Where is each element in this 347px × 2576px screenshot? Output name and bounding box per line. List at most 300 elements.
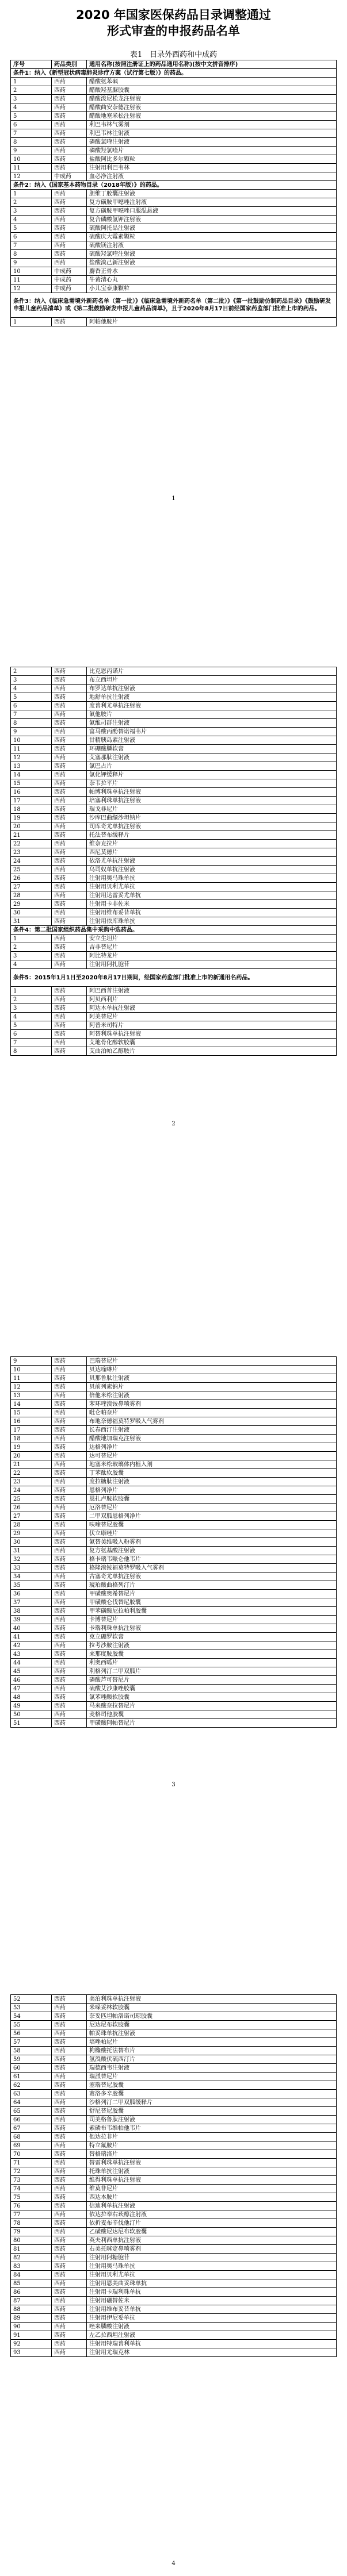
row-type: 西药 [52,900,87,909]
table-header-row [11,60,337,69]
row-type: 西药 [52,198,87,207]
row-type: 西药 [52,250,87,259]
page-number: 3 [171,1782,176,1788]
table-row [11,1460,337,1469]
row-seq: 12 [11,284,52,293]
row-type: 西药 [52,1030,87,1039]
condition-5-rows-c [11,1995,337,2357]
row-type: 西药 [52,2021,87,2029]
row-seq: 2 [11,198,52,207]
condition-3-rows-a [11,318,337,326]
table-row [11,1391,337,1400]
row-drug-name: 注射用贝利尤单抗 [87,2271,337,2279]
row-drug-name: 利格列汀二甲双胍片 [87,1667,337,1676]
table-row [11,1685,337,1693]
row-drug-name: 托珠单抗注射液 [87,2167,337,2176]
row-type: 西药 [52,1719,87,1728]
row-seq: 27 [11,1512,52,1521]
row-drug-name: 硫酸艾沙康唑胶囊 [87,1685,337,1693]
row-type: 西药 [52,2073,87,2081]
row-seq: 44 [11,1659,52,1667]
row-seq: 49 [11,1702,52,1710]
row-type: 西药 [52,2176,87,2185]
row-seq: 58 [11,2047,52,2055]
table-row [11,745,337,753]
row-seq: 5 [11,693,52,702]
row-drug-name: 度普利尤单抗注射液 [87,702,337,710]
table-row [11,172,337,181]
row-type: 西药 [52,86,87,95]
row-drug-name: 磷酸芦可替尼片 [87,1676,337,1685]
row-seq: 4 [11,960,52,969]
row-drug-name: 阿达木单抗注射液 [87,1004,337,1013]
row-drug-name: 醋酸曲安奈德注射液 [87,103,337,112]
row-seq: 80 [11,2236,52,2245]
table-row [11,676,337,685]
row-type: 西药 [52,216,87,224]
row-seq: 35 [11,1581,52,1590]
table-row [11,1030,337,1039]
row-type: 西药 [52,2254,87,2262]
row-seq: 33 [11,1564,52,1572]
row-type: 西药 [52,2245,87,2254]
row-seq: 12 [11,753,52,762]
row-type: 西药 [52,1047,87,1056]
row-type: 西药 [52,866,87,874]
table-row [11,2279,337,2288]
row-drug-name: 卡瑞利珠单抗注射液 [87,1624,337,1633]
row-type: 西药 [52,797,87,805]
row-seq: 6 [11,233,52,241]
row-seq: 2 [11,943,52,952]
table-row [11,233,337,241]
row-drug-name: 左乙拉西坦注射液 [87,2331,337,2340]
row-seq: 11 [11,745,52,753]
row-type: 西药 [52,1555,87,1564]
row-seq: 17 [11,1426,52,1435]
table-row [11,943,337,952]
row-seq: 14 [11,771,52,779]
row-drug-name: 度拉糖肽注射液 [87,1478,337,1486]
row-type: 西药 [52,2348,87,2357]
row-drug-name: 苯环喹溴铵鼻喷雾剂 [87,1400,337,1409]
row-drug-name: 麝香正骨水 [87,267,337,276]
table-row [11,164,337,172]
row-drug-name: 英夫利西单抗注射液 [87,2236,337,2245]
condition-row [11,293,337,318]
table-row [11,1004,337,1013]
row-seq: 34 [11,1572,52,1581]
row-type: 西药 [52,2081,87,2090]
table-row [11,2314,337,2323]
row-type: 西药 [52,831,87,840]
row-seq: 1 [11,78,52,86]
table-row [11,155,337,164]
row-seq: 26 [11,874,52,883]
table-row [11,788,337,797]
table-row [11,2219,337,2228]
table-row [11,95,337,103]
table-row [11,710,337,719]
row-seq: 28 [11,891,52,900]
table-row [11,138,337,147]
row-type: 西药 [52,2116,87,2124]
row-drug-name: 奈韦拉平片 [87,779,337,788]
row-type: 西药 [52,2271,87,2279]
table-row [11,2081,337,2090]
row-seq: 62 [11,2081,52,2090]
row-type: 西药 [52,2262,87,2271]
row-drug-name: 托法替布缓释片 [87,831,337,840]
table-row [11,1607,337,1616]
drug-table-page-2 [10,667,337,1056]
document-title-line-1: 2020 年国家医保药品目录调整通过 [76,8,271,22]
table-row [11,1486,337,1495]
row-seq: 3 [11,952,52,960]
row-drug-name: 注射用达雷妥尤单抗 [87,891,337,900]
row-seq: 27 [11,883,52,891]
row-drug-name: 达可替尼片 [87,1452,337,1460]
row-seq: 4 [11,685,52,693]
row-type: 西药 [52,2064,87,2073]
row-drug-name: 甲磺酸阿帕替尼片 [87,1719,337,1728]
row-drug-name: 伏立康唑片 [87,1529,337,1538]
row-seq: 74 [11,2185,52,2193]
row-type: 西药 [52,995,87,1004]
table-row [11,1504,337,1512]
row-seq: 16 [11,788,52,797]
row-seq: 82 [11,2254,52,2262]
table-row [11,2262,337,2271]
row-drug-name: 长春西汀注射液 [87,1426,337,1435]
row-drug-name: 胆维丁胶囊注射液 [87,190,337,198]
row-seq: 15 [11,779,52,788]
row-type: 西药 [52,2193,87,2202]
row-drug-name: 他达拉非片 [87,2133,337,2141]
row-drug-name: 瑞派替尼片 [87,2073,337,2081]
row-drug-name: 奈妥匹坦帕洛诺司琼胶囊 [87,2012,337,2021]
row-seq: 53 [11,2004,52,2012]
row-type: 西药 [52,874,87,883]
table-row [11,771,337,779]
table-row [11,719,337,728]
table-row [11,1616,337,1624]
row-type: 西药 [52,1400,87,1409]
row-drug-name: 阿巴西普注射液 [87,987,337,995]
row-type: 西药 [52,1624,87,1633]
row-drug-name: 注射用硼替佐米 [87,2297,337,2305]
header-seq: 序号 [11,60,52,69]
table-row [11,1633,337,1641]
row-drug-name: 利奥西呱片 [87,1659,337,1667]
row-type: 西药 [52,224,87,233]
table-row [11,2254,337,2262]
row-drug-name: 来那度胺胶囊 [87,1650,337,1659]
condition-4-rows [11,935,337,969]
row-type: 西药 [52,667,87,676]
row-type: 西药 [52,2055,87,2064]
row-seq: 50 [11,1710,52,1719]
row-drug-name: 克立硼罗软膏 [87,1633,337,1641]
table-row [11,2116,337,2124]
table-row [11,1013,337,1021]
table-row [11,1357,337,1366]
row-type: 西药 [52,2314,87,2323]
row-drug-name: 美泊利珠单抗注射液 [87,1995,337,2004]
table-row [11,1469,337,1478]
table-row [11,1452,337,1460]
row-drug-name: 赛洛多辛胶囊 [87,2090,337,2098]
row-type: 西药 [52,2305,87,2314]
row-seq: 60 [11,2064,52,2073]
table-row [11,1374,337,1383]
row-seq: 24 [11,857,52,866]
row-drug-name: 舒尼替尼胶囊 [87,2107,337,2116]
table-row [11,2271,337,2279]
row-type: 西药 [52,164,87,172]
row-seq: 18 [11,805,52,814]
row-type: 西药 [52,1452,87,1460]
row-type: 中成药 [52,172,87,181]
row-seq: 16 [11,1417,52,1426]
row-seq: 6 [11,121,52,129]
table-row [11,685,337,693]
row-seq: 12 [11,172,52,181]
row-seq: 45 [11,1667,52,1676]
table-row [11,917,337,926]
row-seq: 24 [11,1486,52,1495]
row-seq: 8 [11,138,52,147]
row-drug-name: 吉非替尼片 [87,943,337,952]
row-type: 西药 [52,1538,87,1547]
row-drug-name: 米哚妥林软胶囊 [87,2004,337,2012]
row-seq: 40 [11,1624,52,1633]
row-drug-name: 磷酸氯喹注射液 [87,138,337,147]
table-row [11,779,337,788]
row-drug-name: 注射用利巴韦林 [87,164,337,172]
table-row [11,1366,337,1374]
row-seq: 8 [11,719,52,728]
row-drug-name: 沙库巴曲缬沙坦钠片 [87,814,337,822]
table-row [11,129,337,138]
row-type: 西药 [52,2202,87,2210]
condition-2-rows [11,190,337,293]
row-type: 西药 [52,814,87,822]
row-seq: 51 [11,1719,52,1728]
table-row [11,1676,337,1685]
row-seq: 3 [11,1004,52,1013]
row-seq: 4 [11,103,52,112]
row-drug-name: 阿贝西利片 [87,995,337,1004]
table-row [11,753,337,762]
table-row [11,2167,337,2176]
row-drug-name: 阿帕他胺片 [87,318,337,326]
table-row [11,121,337,129]
row-seq: 86 [11,2288,52,2297]
row-drug-name: 尼达尼布软胶囊 [87,2021,337,2029]
row-type: 西药 [52,1650,87,1659]
table-row [11,2133,337,2141]
row-type: 西药 [52,138,87,147]
row-type: 西药 [52,2124,87,2133]
row-drug-name: 贝达喹啉片 [87,1366,337,1374]
row-seq: 20 [11,822,52,831]
row-drug-name: 西尼莫德片 [87,848,337,857]
row-type: 西药 [52,147,87,155]
table-row [11,1702,337,1710]
table-row [11,1581,337,1590]
condition-3-rows-b [11,667,337,926]
page-number: 4 [171,2560,176,2567]
row-drug-name: 比克恩丙诺片 [87,667,337,676]
table-row [11,702,337,710]
table-row [11,2202,337,2210]
condition-5-text: 条件5：2015年1月1日至2020年8月17日期间，经国家药监部门批准上市的新通用名药品。 [11,969,337,987]
row-seq: 59 [11,2055,52,2064]
row-seq: 7 [11,241,52,250]
row-seq: 25 [11,1495,52,1504]
row-seq: 47 [11,1685,52,1693]
row-seq: 37 [11,1598,52,1607]
table-row [11,2176,337,2185]
row-drug-name: 呋喹替尼胶囊 [87,1521,337,1529]
table-row [11,1478,337,1486]
row-drug-name: 利巴韦林气雾剂 [87,121,337,129]
row-seq: 83 [11,2262,52,2271]
table-row [11,728,337,736]
row-drug-name: 氢溴酸伏硫西汀片 [87,2055,337,2064]
row-drug-name: 磷酸羟氯喹片 [87,147,337,155]
row-drug-name: 依折麦布辛伐他汀片 [87,2219,337,2228]
row-type: 西药 [52,1039,87,1047]
table-row [11,112,337,121]
row-drug-name: 麦格司他胶囊 [87,1710,337,1719]
table-row [11,805,337,814]
row-seq: 22 [11,1469,52,1478]
row-drug-name: 甲苯磺酸尼拉帕利胶囊 [87,1607,337,1616]
row-drug-name: 注射用特瑞普利单抗 [87,2340,337,2348]
row-type: 西药 [52,1357,87,1366]
row-seq: 5 [11,1021,52,1030]
condition-3-text: 条件3：纳入《临床急需境外新药名单（第一批）》《临床急需境外新药名单（第二批）》《第一批鼓励仿制药品目录》《鼓励研发申报儿童药品清单》或《第二批鼓励研发申报儿童药品清单》，且于2020年8月17日前经国家药监部门批准上市的药品。 [11,293,337,318]
row-seq: 4 [11,1013,52,1021]
table-row [11,2141,337,2150]
row-type: 西药 [52,1598,87,1607]
row-type: 西药 [52,987,87,995]
row-type: 西药 [52,2141,87,2150]
row-seq: 81 [11,2245,52,2254]
table-row [11,1641,337,1650]
table-row [11,987,337,995]
row-drug-name: 复方氨基酸注射液 [87,1547,337,1555]
table-row [11,259,337,267]
row-type: 西药 [52,1435,87,1443]
table-row [11,207,337,216]
table-row [11,1719,337,1728]
header-name: 通用名称(按照注册证上的药品通用名称)(按中文拼音排序) [87,60,337,69]
page-number: 1 [171,495,176,502]
row-drug-name: 注射用卡瑞利珠单抗 [87,2288,337,2297]
row-type: 西药 [52,2167,87,2176]
row-drug-name: 血必净注射液 [87,172,337,181]
row-type: 西药 [52,1581,87,1590]
row-type: 西药 [52,78,87,86]
row-seq: 1 [11,318,52,326]
table-row [11,2038,337,2047]
row-drug-name: 醋酸氨苯砜 [87,78,337,86]
row-seq: 54 [11,2012,52,2021]
table-row [11,2098,337,2107]
row-seq: 1 [11,190,52,198]
row-drug-name: 注射用奥马珠单抗 [87,2262,337,2271]
row-drug-name: 硫酸羟氯喹注射液 [87,250,337,259]
table-row [11,1521,337,1529]
row-seq: 23 [11,848,52,857]
row-type: 西药 [52,935,87,943]
row-seq: 29 [11,1529,52,1538]
row-drug-name: 硫酸镁注射液 [87,241,337,250]
row-drug-name: 维莫非尼片 [87,2185,337,2193]
row-type: 西药 [52,1417,87,1426]
row-drug-name: 替雷利珠单抗注射液 [87,2159,337,2167]
row-type: 西药 [52,1572,87,1581]
row-seq: 55 [11,2021,52,2029]
row-seq: 57 [11,2038,52,2047]
row-drug-name: 盐酸阿比多尔颗粒 [87,155,337,164]
row-drug-name: 注射用卡非佐米 [87,900,337,909]
row-drug-name: 注射用恩美曲妥珠单抗 [87,2279,337,2288]
row-type: 西药 [52,805,87,814]
row-type: 西药 [52,190,87,198]
row-seq: 69 [11,2141,52,2150]
row-seq: 9 [11,1357,52,1366]
row-seq: 76 [11,2202,52,2210]
table-row [11,2210,337,2219]
row-type: 西药 [52,1374,87,1383]
table-row [11,2228,337,2236]
row-type: 西药 [52,1529,87,1538]
row-type: 西药 [52,1607,87,1616]
table-row [11,1021,337,1030]
table-row [11,216,337,224]
row-seq: 17 [11,797,52,805]
table-row [11,2004,337,2012]
row-type: 西药 [52,788,87,797]
row-type: 西药 [52,129,87,138]
table-row [11,1538,337,1547]
condition-row [11,69,337,78]
row-seq: 14 [11,1400,52,1409]
table-row [11,883,337,891]
row-drug-name: 沙格列汀二甲双胍缓释片 [87,2098,337,2107]
row-seq: 26 [11,1504,52,1512]
row-seq: 6 [11,702,52,710]
row-type: 西药 [52,719,87,728]
row-type: 西药 [52,1633,87,1641]
table-row [11,857,337,866]
row-seq: 88 [11,2305,52,2314]
row-type: 西药 [52,840,87,848]
row-type: 西药 [52,917,87,926]
row-type: 西药 [52,1641,87,1650]
table-row [11,1995,337,2004]
row-type: 西药 [52,857,87,866]
row-type: 西药 [52,2297,87,2305]
row-type: 西药 [52,259,87,267]
row-seq: 3 [11,676,52,685]
row-drug-name: 注射用贝利尤单抗 [87,883,337,891]
row-drug-name: 信迪利单抗注射液 [87,2202,337,2210]
